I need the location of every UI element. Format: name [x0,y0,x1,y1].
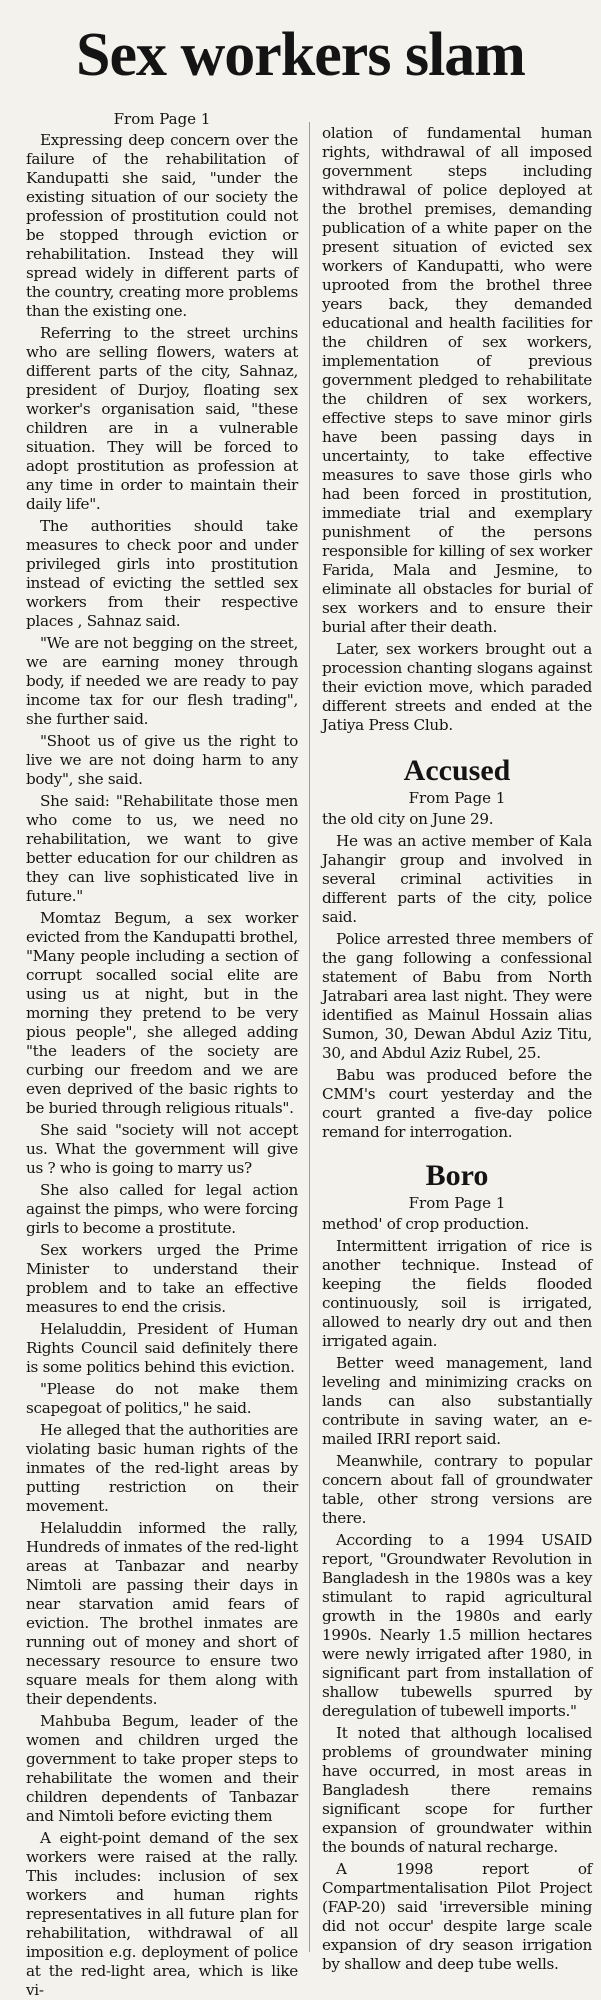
paragraph: Sex workers urged the Prime Minister to understand their problem and to take an effective measures to end the crisis. [26,1241,298,1316]
from-page-label: From Page 1 [113,110,211,128]
column-divider [309,122,310,1952]
boro-section [322,1158,592,1974]
paragraph: According to a 1994 USAID report, "Groundwater Revolution in Bangladesh in the 1980s was a key stimulant to rapid agricultural growth in the 1980s and early 1990s. Nearly 1.5 million hectares were newly irrigated after 1980, in significant part from installation of shallow tubewells spurred by deregulation of tubewell imports." [322,1531,592,1720]
from-page-label: From Page 1 [408,1194,506,1212]
left-column [26,110,298,2000]
paragraph: "Please do not make them scapegoat of politics," he said. [26,1380,298,1417]
paragraph: method' of crop production. [322,1215,529,1233]
paragraph: the old city on June 29. [322,810,494,828]
paragraph: It noted that although localised problems of groundwater mining have occurred, in most areas in Bangladesh there remains significant scope for further expansion of groundwater within the bounds of natural recharge. [322,1724,592,1856]
paragraph: She said "society will not accept us. What the government will give us ? who is going to marry us? [26,1121,298,1177]
paragraph: He alleged that the authorities are violating basic human rights of the inmates of the red-light areas by putting restriction on their movement. [26,1421,298,1515]
paragraph: Referring to the street urchins who are selling flowers, waters at different parts of the city, Sahnaz, president of Durjoy, floating sex worker's organisation said, "these children are in a vulnerable situation. They will be forced to adopt prostitution as profession at any time in order to maintain their daily life". [26,324,298,513]
headline: Sex workers slam [76,21,525,89]
paragraph: Helaluddin informed the rally, Hundreds of inmates of the red-light areas at Tanbazar and nearby Nimtoli are passing their days in near starvation amid fears of eviction. The brothel inmates are running out of money and short of necessary resource to ensure two square meals for them along with their dependents. [26,1519,298,1708]
paragraph: She said: "Rehabilitate those men who come to us, we need no rehabilitation, we want to give better education for our children as they can live sophisticated live in future." [26,792,298,905]
paragraph: A 1998 report of Compartmentalisation Pilot Project (FAP-20) said 'irreversible mining did not occur' despite large scale expansion of dry season irrigation by shallow and deep tube wells. [322,1860,592,1973]
from-page-label: From Page 1 [408,789,506,807]
paragraph: A eight-point demand of the sex workers were raised at the rally. This includes: inclusion of sex workers and human rights representatives in all future plan for rehabilitation, withdrawal of all imposition e.g. deployment of police at the red-light area, which is like vi- [26,1829,298,1999]
paragraph: Intermittent irrigation of rice is another technique. Instead of keeping the fields flooded continuously, soil is irrigated, allowed to nearly dry out and then irrigated again. [322,1237,592,1350]
section-title: Boro [425,1159,489,1192]
paragraph: Police arrested three members of the gang following a confessional statement of Babu from North Jatrabari area last night. They were identified as Mainul Hossain alias Sumon, 30, Dewan Abdul Aziz Titu, 30, and Abdul Aziz Rubel, 25. [322,930,592,1062]
paragraph: The authorities should take measures to check poor and under privileged girls into prostitution instead of evicting the settled sex workers from their respective places , Sahnaz said. [26,517,298,630]
right-column [322,124,592,1974]
paragraph: Later, sex workers brought out a procession chanting slogans against their eviction move, which paraded different streets and ended at the Jatiya Press Club. [322,640,592,734]
paragraph: He was an active member of Kala Jahangir group and involved in several criminal activities in different parts of the city, police said. [322,832,592,926]
paragraph: She also called for legal action against the pimps, who were forcing girls to become a prostitute. [26,1181,298,1237]
paragraph: Momtaz Begum, a sex worker evicted from the Kandupatti brothel, "Many people including a section of corrupt socalled social elite are using us at night, but in the morning they pretend to be very pious people", she alleged adding "the leaders of the society are curbing our freedom and we are even deprived of the basic rights to be buried through religious rituals". [26,909,298,1117]
paragraph: Expressing deep concern over the failure of the rehabilitation of Kandupatti she said, "under the existing situation of our society the profession of prostitution could not be stopped through eviction or rehabilitation. Instead they will spread widely in different parts of the country, creating more problems than the existing one. [26,131,298,320]
paragraph: "Shoot us of give us the right to live we are not doing harm to any body", she said. [26,732,298,788]
paragraph: Mahbuba Begum, leader of the women and children urged the government to take proper steps to rehabilitate the women and their children dependents of Tanbazar and Nimtoli before evicting them [26,1712,298,1825]
paragraph: Helaluddin, President of Human Rights Council said definitely there is some politics behind this eviction. [26,1320,298,1376]
accused-section [322,753,592,1142]
paragraph: "We are not begging on the street, we are earning money through body, if needed we are ready to pay income tax for our flesh trading", she further said. [26,634,298,728]
paragraph: Meanwhile, contrary to popular concern about fall of groundwater table, other strong versions are there. [322,1452,592,1527]
section-title: Accused [403,754,511,787]
paragraph: Babu was produced before the CMM's court yesterday and the court granted a five-day police remand for interrogation. [322,1066,592,1141]
paragraph: Better weed management, land leveling and minimizing cracks on lands can also substantially contribute in saving water, an e-mailed IRRI report said. [322,1354,592,1448]
paragraph: olation of fundamental human rights, withdrawal of all imposed government steps including withdrawal of police deployed at the brothel premises, demanding publication of a white paper on the present situation of evicted sex workers of Kandupatti, who were uprooted from the brothel three years back, they demanded educational and health facilities for the children of sex workers, implementation of previous government pledged to rehabilitate the children of sex workers, effective steps to save minor girls have been passing days in uncertainty, to take effective measures to save those girls who had been forced in prostitution, immediate trial and exemplary punishment of the persons responsible for killing of sex worker Farida, Mala and Jesmine, to eliminate all obstacles for burial of sex workers and to ensure their burial after their death. [322,124,592,636]
